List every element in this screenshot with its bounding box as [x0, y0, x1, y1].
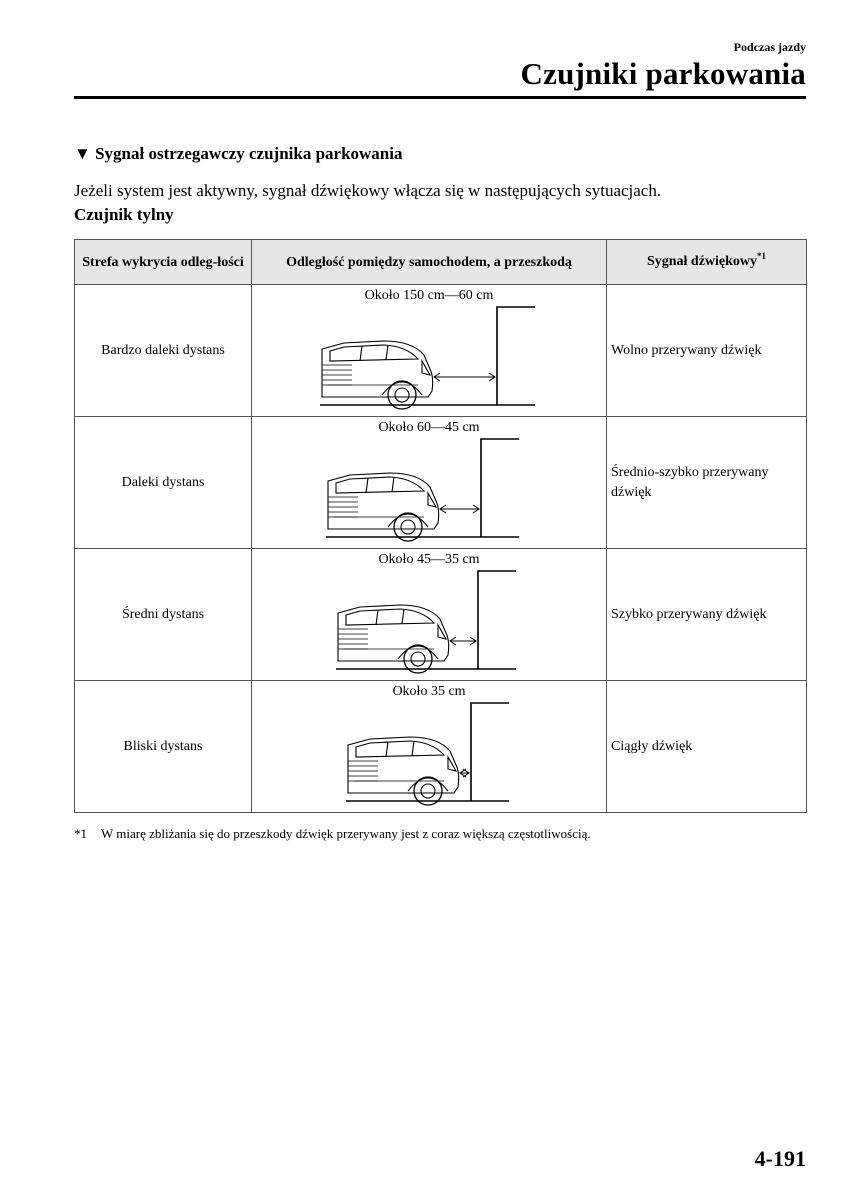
table-row — [75, 681, 807, 813]
distance-arrow — [460, 769, 469, 777]
section-heading — [74, 144, 403, 164]
zone-cell: Średni dystans — [75, 549, 252, 681]
distance-cell — [252, 417, 607, 549]
signal-text: Wolno przerywany dźwięk — [611, 342, 762, 358]
section-heading-text: Sygnał ostrzegawczy czujnika parkowania — [95, 144, 403, 163]
car-obstacle-diagram — [252, 549, 606, 680]
zone-cell: Bardzo daleki dystans — [75, 285, 252, 417]
table-row — [75, 417, 807, 549]
signal-cell — [607, 285, 807, 417]
signal-text: Ciągły dźwięk — [611, 738, 693, 754]
zone-cell: Daleki dystans — [75, 417, 252, 549]
distance-arrow — [434, 373, 495, 381]
header-signal — [607, 240, 807, 285]
distance-cell — [252, 285, 607, 417]
header-signal-text: Sygnał dźwiękowy — [646, 254, 758, 269]
distance-label: Około 60—45 cm — [378, 420, 480, 435]
distance-arrow — [440, 505, 479, 513]
signal-text: Szybko przerywany dźwięk — [611, 606, 767, 622]
parking-sensor-table — [74, 239, 807, 813]
signal-cell — [607, 417, 807, 549]
triangle-down-icon: ▼ — [74, 144, 91, 163]
obstacle-wall — [497, 307, 535, 405]
signal-cell — [607, 681, 807, 813]
footnote-ref: *1 — [757, 251, 767, 261]
title-rule — [74, 96, 806, 99]
subheading: Czujnik tylny — [74, 205, 174, 224]
chapter-label: Podczas jazdy — [733, 40, 806, 54]
table-row — [75, 549, 807, 681]
table-header-row — [75, 240, 807, 285]
obstacle-wall — [471, 703, 509, 801]
distance-cell — [252, 681, 607, 813]
distance-cell — [252, 549, 607, 681]
distance-label: Około 150 cm—60 cm — [364, 288, 494, 303]
car-obstacle-diagram — [252, 417, 606, 548]
signal-cell — [607, 549, 807, 681]
obstacle-wall — [478, 571, 516, 669]
footnote — [74, 826, 591, 842]
obstacle-wall — [481, 439, 519, 537]
zone-cell: Bliski dystans — [75, 681, 252, 813]
header-zone: Strefa wykrycia odleg-łości — [75, 240, 252, 285]
car-obstacle-diagram — [252, 285, 606, 416]
footnote-mark: *1 — [74, 826, 87, 841]
page-number: 4-191 — [754, 1146, 806, 1171]
distance-label: Około 35 cm — [392, 684, 466, 699]
car-obstacle-diagram — [252, 681, 606, 812]
table-row — [75, 285, 807, 417]
intro-text: Jeżeli system jest aktywny, sygnał dźwiękowy włącza się w następujących sytuacjach. — [74, 181, 662, 200]
footnote-text: W miarę zbliżania się do przeszkody dźwięk przerywany jest z coraz większą częstotliwością. — [101, 826, 591, 841]
distance-arrow — [450, 637, 476, 645]
signal-text: Średnio-szybko przerywany dźwięk — [611, 464, 769, 500]
distance-label: Około 45—35 cm — [378, 552, 480, 567]
page-title: Czujniki parkowania — [520, 56, 806, 91]
header-distance: Odległość pomiędzy samochodem, a przeszkodą — [252, 240, 607, 285]
